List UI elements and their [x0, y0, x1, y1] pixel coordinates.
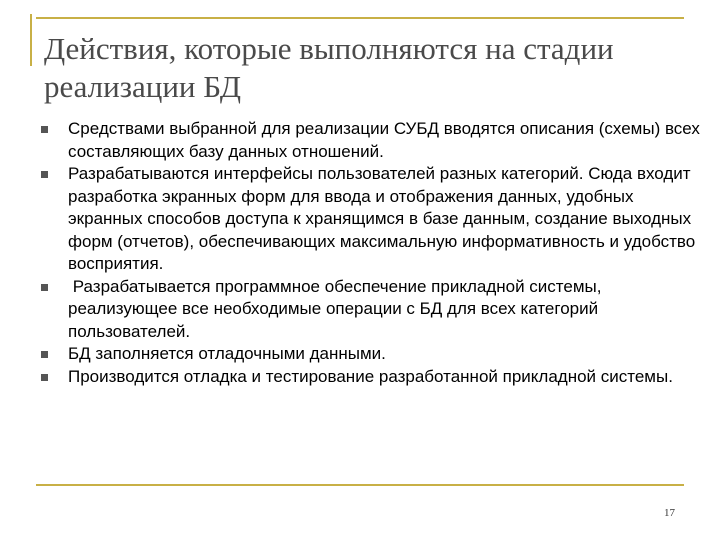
bullet-text: Разрабатываются интерфейсы пользователей разных категорий. Сюда входит разработка экранных форм для ввода и отображения данных, удобных экранных способов доступа к хранящимся в базе данным, создание выходных форм (отчетов), обеспечивающих максимальную информативность и удобство восприятия.: [68, 164, 696, 273]
bullet-list: [40, 118, 710, 388]
bottom-horizontal-rule: [36, 484, 684, 486]
page-number: 17: [664, 507, 675, 519]
bullet-item: [40, 163, 710, 276]
bullet-item: [40, 343, 710, 366]
bullet-text: БД заполняется отладочными данными.: [68, 344, 386, 363]
bullet-text: Производится отладка и тестирование разработанной прикладной системы.: [68, 366, 673, 386]
bullet-text: Средствами выбранной для реализации СУБД вводятся описания (схемы) всех составляющих базу данных отношений.: [68, 119, 700, 161]
square-bullet-icon: [41, 351, 48, 358]
top-horizontal-rule: [36, 17, 684, 19]
top-left-vertical-rule: [30, 14, 32, 66]
square-bullet-icon: [41, 374, 48, 381]
square-bullet-icon: [41, 171, 48, 178]
bullet-text: Разрабатывается программное обеспечение прикладной системы, реализующее все необходимые операции с БД для всех категорий пользователей.: [68, 276, 607, 341]
square-bullet-icon: [41, 126, 48, 133]
bullet-item: [40, 366, 710, 389]
bullet-item: [40, 118, 710, 163]
square-bullet-icon: [41, 284, 48, 291]
bullet-item: [40, 276, 710, 344]
slide-title: Действия, которые выполняются на стадии реализации БД: [44, 31, 614, 104]
